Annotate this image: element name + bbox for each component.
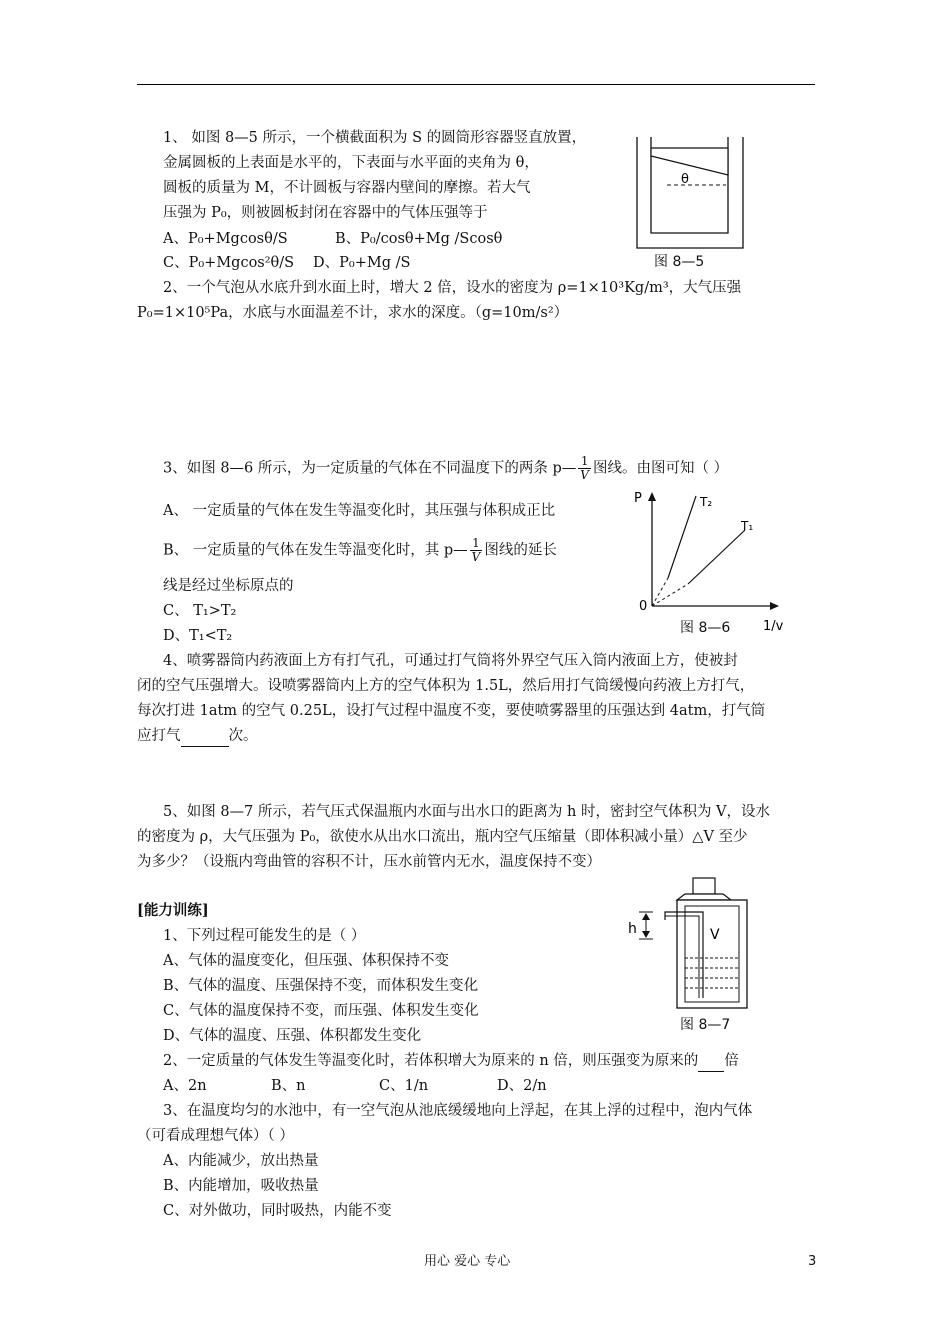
pump-cap — [693, 878, 715, 894]
q3-option-b-end: 图线的延长 — [484, 542, 557, 559]
training-q3-option-b: B、内能增加，吸收热量 — [163, 1178, 319, 1194]
answer-blank — [698, 1051, 724, 1072]
training-q1-option-c: C、气体的温度保持不变，而压强、体积发生变化 — [163, 1003, 479, 1019]
fig85-caption: 图 8—5 — [654, 254, 705, 270]
training-q1-option-a: A、气体的温度变化，但压强、体积保持不变 — [163, 953, 449, 969]
training-q2-option-a: A、2n — [163, 1078, 207, 1094]
training-q3-option-a: A、内能减少，放出热量 — [163, 1153, 319, 1169]
x-axis-label: 1/v — [763, 619, 784, 634]
fraction-numerator: 1 — [470, 537, 483, 551]
fraction-1-over-v — [578, 455, 591, 482]
q2-line2: P₀=1×10⁵Pa，水底与水面温差不计，求水的深度。（g=10m/s²） — [137, 305, 569, 321]
y-axis-arrow — [648, 492, 656, 501]
q4-line1: 4、喷雾器筒内药液面上方有打气孔，可通过打气筒将外界空气压入筒内液面上方，使被封 — [163, 653, 738, 669]
training-q2-stem-text: 2、一定质量的气体发生等温变化时，若体积增大为原来的 n 倍，则压强变为原来的 — [163, 1053, 699, 1069]
q1-option-d: D、P₀+Mg /S — [313, 255, 411, 271]
x-axis-arrow — [770, 602, 779, 610]
q1-line4: 压强为 P₀，则被圆板封闭在容器中的气体压强等于 — [163, 205, 488, 221]
training-q1-option-b: B、气体的温度、压强保持不变，而体积发生变化 — [163, 978, 479, 994]
metal-plate — [651, 148, 728, 175]
q4-line3: 每次打进 1atm 的空气 0.25L，设打气过程中温度不变，要使喷雾器里的压强达到 4atm，打气筒 — [137, 703, 766, 719]
q1-line1: 1、 如图 8—5 所示，一个横截面积为 S 的圆筒形容器竖直放置， — [163, 130, 587, 146]
fig86-caption: 图 8—6 — [680, 620, 731, 636]
training-q2-stem-end: 倍 — [724, 1053, 739, 1069]
training-q3-option-c: C、对外做功，同时吸热，内能不变 — [163, 1203, 392, 1219]
q5-line1: 5、如图 8—7 所示，若气压式保温瓶内水面与出水口的距离为 h 时，密封空气体积为 V，设水 — [163, 804, 771, 820]
q3-option-b-line2: 线是经过坐标原点的 — [163, 578, 294, 594]
q3-option-b-text: B、 一定质量的气体在发生等温变化时，其 p— — [163, 542, 468, 559]
t1-extension — [652, 584, 688, 606]
figure-8-5 — [630, 130, 750, 270]
fraction-denominator: V — [471, 550, 481, 564]
training-q1-option-d: D、气体的温度、压强、体积都发生变化 — [163, 1028, 422, 1044]
training-q3-line1: 3、在温度均匀的水池中，有一空气泡从池底缓缓地向上浮起，在其上浮的过程中，泡内气体 — [163, 1103, 753, 1119]
q4-line4 — [137, 726, 258, 747]
q5-line2: 的密度为 ρ，大气压强为 P₀，欲使水从出水口流出，瓶内空气压缩量（即体积减小量）△V 至少 — [137, 829, 748, 845]
training-q2-option-d: D、2/n — [497, 1078, 547, 1094]
q3-option-a: A、 一定质量的气体在发生等温变化时，其压强与体积成正比 — [163, 503, 556, 519]
q3-stem-text: 3、如图 8—6 所示，为一定质量的气体在不同温度下的两条 p— — [163, 460, 577, 477]
v-label: V — [710, 927, 720, 943]
training-heading: [能力训练] — [137, 902, 209, 919]
fraction-numerator: 1 — [578, 455, 591, 469]
q1-line3: 圆板的质量为 M，不计圆板与容器内壁间的摩擦。若大气 — [163, 180, 531, 196]
q4-line2: 闭的空气压强增大。设喷雾器筒内上方的空气体积为 1.5L，然后用打气筒缓慢向药液上方打气， — [137, 678, 755, 694]
q1-option-c: C、P₀+Mgcos²θ/S — [163, 255, 295, 271]
t1-line — [688, 530, 745, 584]
q1-option-b: B、P₀/cosθ+Mg /Scosθ — [335, 231, 503, 247]
h-arrow-up — [642, 913, 650, 920]
training-q2-stem — [163, 1051, 739, 1072]
q3-stem — [163, 455, 728, 482]
bottle-neck — [677, 894, 731, 900]
fraction-denominator: V — [580, 468, 589, 482]
y-axis-label: P — [634, 491, 642, 506]
q3-stem-end: 图线。由图可知（ ） — [592, 460, 729, 477]
training-q2-option-c: C、1/n — [379, 1078, 429, 1094]
t2-label: T₂ — [700, 495, 713, 509]
q5-line3: 为多少？（设瓶内弯曲管的容积不计，压水前管内无水，温度保持不变） — [137, 854, 601, 870]
fraction-1-over-v — [470, 537, 483, 564]
figure-8-6 — [630, 488, 790, 638]
training-q1-stem: 1、下列过程可能发生的是（ ） — [163, 928, 366, 944]
figure-8-7 — [625, 873, 755, 1023]
q4-line4-text: 应打气 — [137, 728, 181, 744]
h-arrow-down — [642, 931, 650, 938]
q1-option-a: A、P₀+Mgcosθ/S — [163, 231, 288, 247]
page-number: 3 — [808, 1254, 817, 1269]
q4-line4-end: 次。 — [228, 728, 258, 744]
q3-option-b — [163, 537, 557, 564]
t2-line — [668, 496, 696, 578]
q3-option-c: C、 T₁>T₂ — [163, 603, 237, 619]
q3-option-d: D、T₁<T₂ — [163, 628, 233, 644]
theta-label: θ — [681, 172, 689, 187]
training-q2-option-b: B、n — [271, 1078, 306, 1094]
footer-text: 用心 爱心 专心 — [424, 1254, 511, 1269]
q1-line2: 金属圆板的上表面是水平的，下表面与水平面的夹角为 θ， — [163, 155, 539, 171]
q2-line1: 2、一个气泡从水底升到水面上时，增大 2 倍，设水的密度为 ρ=1×10³Kg/m³，大气压强 — [163, 280, 742, 296]
training-q3-line2: （可看成理想气体）（ ） — [137, 1128, 294, 1144]
h-label: h — [628, 921, 637, 937]
answer-blank — [181, 726, 229, 747]
header-rule — [137, 84, 815, 85]
t1-label: T₁ — [741, 519, 754, 533]
fig87-caption: 图 8—7 — [680, 1017, 731, 1033]
origin-label: 0 — [639, 599, 648, 614]
t2-extension — [652, 578, 668, 606]
